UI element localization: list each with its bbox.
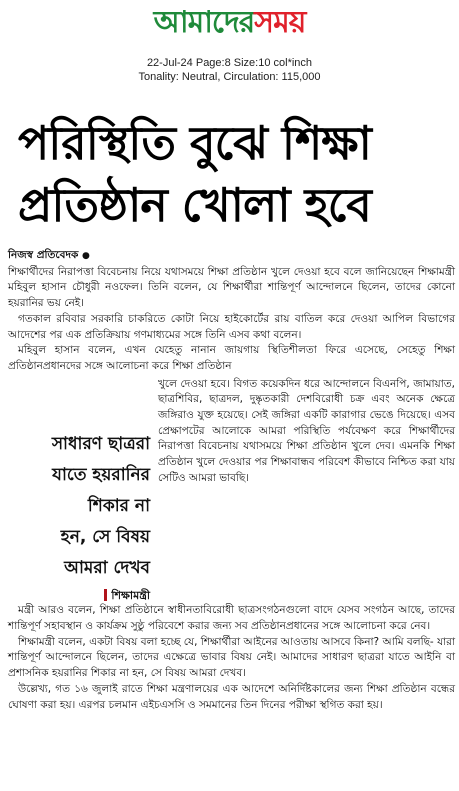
pull-quote-attribution xyxy=(8,588,158,604)
byline xyxy=(8,248,455,265)
pull-quote-section xyxy=(8,377,455,604)
bullet-icon: ● xyxy=(82,251,90,261)
attribution-bar-icon xyxy=(104,589,107,601)
paragraph-4: মন্ত্রী আরও বলেন, শিক্ষা প্রতিষ্ঠানে স্বাধীনতাবিরোধী ছাত্রসংগঠনগুলো বাদে যেসব সংগঠন আছে, তাদের শান্তিপূর্ণ সহাবস্থান ও কার্যক্রম সুষ্ঠু পরিবেশে করার জন্য সব প্রতিষ্ঠানপ্রধানের সঙ্গে আলোচনা করে নেব। xyxy=(8,604,455,633)
logo-part-1: আমাদের xyxy=(153,5,255,40)
logo-part-2: সময় xyxy=(254,5,306,40)
byline-text: নিজস্ব প্রতিবেদক xyxy=(8,249,79,261)
pull-quote-attribution-text: শিক্ষামন্ত্রী xyxy=(111,588,150,602)
headline-line-1: পরিস্থিতি বুঝে শিক্ষা xyxy=(18,116,371,170)
paragraph-3-column: খুলে দেওয়া হবে। বিগত কয়েকদিন ধরে আন্দোলনে বিএনপি, জামায়াত, ছাত্রশিবির, ছাত্রদল, দুষ্কৃতকারী দেশবিরোধী চক্র এবং অনেক ক্ষেত্রে জঙ্গিরাও যুক্ত হয়েছে। সেই জঙ্গিরা একটি কারাগার ভেঙে দিয়েছে। এসব প্রেক্ষাপটের আলোকে আমরা পরিস্থিতি পর্যবেক্ষণ করে শিক্ষার্থীদের নিরাপত্তা বিবেচনায় যথাসময়ে শিক্ষা প্রতিষ্ঠান খুলে দেব। এমনকি শিক্ষা প্রতিষ্ঠান খুলে দেওয়ার পর শিক্ষাবান্ধব পরিবেশ কীভাবে নিশ্চিত করা যায় সেটিও আমরা ভাবছি। xyxy=(158,377,455,484)
clipping-meta-line-1: 22-Jul-24 Page:8 Size:10 col*inch xyxy=(146,57,313,69)
paragraph-6: উল্লেখ্য, গত ১৬ জুলাই রাতে শিক্ষা মন্ত্রণালয়ের এক আদেশে অনির্দিষ্টকালের জন্য শিক্ষা প্রতিষ্ঠান বন্ধের ঘোষণা করা হয়। এরপর চলমান এইচএসসি ও সমমানের তিন দিনের পরীক্ষা স্থগিত করা হয়। xyxy=(8,682,455,711)
paragraph-3-lead: মহিবুল হাসান বলেন, এখন যেহেতু নানান জায়গায় স্থিতিশীলতা ফিরে এসেছে, সেহেতু শিক্ষা প্রতিষ্ঠানপ্রধানদের সঙ্গে আলোচনা করে শিক্ষা প্রতিষ্ঠান xyxy=(8,344,455,372)
pull-quote-line-5: আমরা দেখব xyxy=(64,557,150,578)
clipping-meta-line-2: Tonality: Neutral, Circulation: 115,000 xyxy=(138,71,321,83)
pull-quote-line-2: যাতে হয়রানির xyxy=(52,464,150,485)
headline xyxy=(18,112,448,236)
pull-quote xyxy=(8,377,158,604)
paragraph-2: গতকাল রবিবার সরকারি চাকরিতে কোটা নিয়ে হাইকোর্টের রায় বাতিল করে দেওয়া আপিল বিভাগের আদেশের পর এক প্রতিক্রিয়ায় গণমাধ্যমের সঙ্গে তিনি এসব কথা বলেন। xyxy=(8,312,455,341)
pull-quote-line-4: হন, সে বিষয় xyxy=(60,526,150,547)
pull-quote-line-1: সাধারণ ছাত্ররা xyxy=(51,433,150,454)
newspaper-logo xyxy=(154,4,306,42)
pull-quote-line-3: শিকার না xyxy=(87,495,150,516)
paragraph-1: শিক্ষার্থীদের নিরাপত্তা বিবেচনায় নিয়ে যথাসময়ে শিক্ষা প্রতিষ্ঠান খুলে দেওয়া হবে বলে জানিয়েছেন শিক্ষামন্ত্রী মহিবুল হাসান চৌধুরী নওফেল। তিনি বলেন, যে শিক্ষার্থীরা শান্তিপূর্ণ আন্দোলনে ছিলেন, তাদের কোনো হয়রানির ভয় নেই। xyxy=(8,265,455,310)
paragraph-5: শিক্ষামন্ত্রী বলেন, একটা বিষয় বলা হচ্ছে যে, শিক্ষার্থীরা আইনের আওতায় আসবে কিনা? আমি বলছি- যারা শান্তিপূর্ণ আন্দোলনে ছিলেন, তাদের এক্ষেত্রে ভাবার বিষয় নেই। আমাদের সাধারণ ছাত্ররা যাতে আইনি বা প্রশাসনিক হয়রানির শিকার না হন, সে বিষয় আমরা দেখব। xyxy=(8,635,455,680)
headline-line-2: প্রতিষ্ঠান খোলা হবে xyxy=(18,178,371,232)
masthead xyxy=(0,0,459,50)
article-body xyxy=(8,248,455,713)
